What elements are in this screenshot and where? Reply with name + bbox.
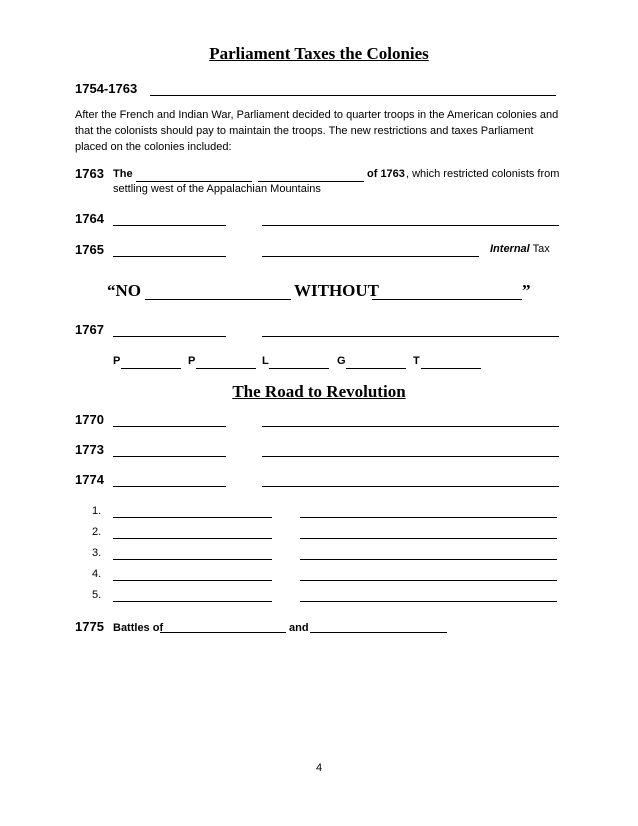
1773-answer-line-2[interactable] (262, 456, 559, 457)
acrostic-line-g[interactable] (346, 368, 406, 369)
1770-answer-line-2[interactable] (262, 426, 559, 427)
acrostic-letter-p2: P (188, 355, 196, 367)
intro-paragraph: After the French and Indian War, Parliament decided to quarter troops in the American colonies and that the colonists should pay to maintain the troops. The new restrictions and taxes Parliament placed on the colonies included: (75, 109, 559, 153)
year-1775: 1775 (75, 619, 104, 634)
list-number-2: 2. (92, 526, 102, 538)
list-number-5: 5. (92, 589, 102, 601)
1774-answer-line-2[interactable] (262, 486, 559, 487)
list-3-answer-line-1[interactable] (113, 559, 272, 560)
list-1-answer-line-2[interactable] (300, 517, 557, 518)
year-1773: 1773 (75, 442, 104, 457)
acrostic-line-t[interactable] (421, 368, 481, 369)
the-label: The (113, 168, 133, 180)
of-1763-label: of 1763 (367, 168, 405, 180)
1767-answer-line-1[interactable] (113, 336, 226, 337)
slogan-without: WITHOUT (294, 281, 380, 300)
year-1763: 1763 (75, 166, 104, 181)
slogan-answer-line-2[interactable] (372, 299, 522, 300)
section-title-road: The Road to Revolution (232, 382, 406, 401)
list-2-answer-line-2[interactable] (300, 538, 557, 539)
page-number: 4 (315, 762, 323, 774)
range-answer-line[interactable] (150, 95, 556, 96)
acrostic-letter-p1: P (113, 355, 121, 367)
year-1770: 1770 (75, 412, 104, 427)
acrostic-letter-t: T (413, 355, 420, 367)
list-4-answer-line-1[interactable] (113, 580, 272, 581)
range-label: 1754-1763 (75, 81, 138, 96)
slogan-answer-line-1[interactable] (145, 299, 291, 300)
year-1767: 1767 (75, 322, 104, 337)
and-label: and (289, 622, 309, 634)
1764-answer-line-2[interactable] (262, 225, 559, 226)
list-5-answer-line-2[interactable] (300, 601, 557, 602)
1773-answer-line-1[interactable] (113, 456, 226, 457)
list-number-4: 4. (92, 568, 102, 580)
year-1764: 1764 (75, 211, 104, 226)
acrostic-letter-l: L (262, 355, 269, 367)
1764-answer-line-1[interactable] (113, 225, 226, 226)
internal-tax-label (490, 243, 550, 255)
list-number-3: 3. (92, 547, 102, 559)
1763-desc-2: settling west of the Appalachian Mountains (113, 183, 321, 195)
1767-answer-line-2[interactable] (262, 336, 559, 337)
year-1774: 1774 (75, 472, 104, 487)
1775-answer-line-1[interactable] (160, 632, 286, 633)
acrostic-line-p1[interactable] (121, 368, 181, 369)
list-3-answer-line-2[interactable] (300, 559, 557, 560)
internal-label: Internal (490, 243, 530, 255)
1774-answer-line-1[interactable] (113, 486, 226, 487)
acrostic-line-l[interactable] (269, 368, 329, 369)
list-number-1: 1. (92, 505, 102, 517)
1763-answer-line-2[interactable] (258, 181, 364, 182)
1765-answer-line-2[interactable] (262, 256, 479, 257)
list-2-answer-line-1[interactable] (113, 538, 272, 539)
1770-answer-line-1[interactable] (113, 426, 226, 427)
acrostic-line-p2[interactable] (196, 368, 256, 369)
page-title: Parliament Taxes the Colonies (209, 44, 429, 63)
1763-answer-line-1[interactable] (136, 181, 252, 182)
1763-desc-1: , which restricted colonists from (406, 168, 560, 180)
list-4-answer-line-2[interactable] (300, 580, 557, 581)
slogan-close-quote: ” (522, 281, 531, 300)
1765-answer-line-1[interactable] (113, 256, 226, 257)
acrostic-letter-g: G (337, 355, 346, 367)
list-1-answer-line-1[interactable] (113, 517, 272, 518)
tax-label: Tax (532, 243, 550, 255)
battles-of-label: Battles of (113, 622, 164, 634)
list-5-answer-line-1[interactable] (113, 601, 272, 602)
year-1765: 1765 (75, 242, 104, 257)
1775-answer-line-2[interactable] (310, 632, 447, 633)
slogan-no: “NO (107, 281, 141, 300)
